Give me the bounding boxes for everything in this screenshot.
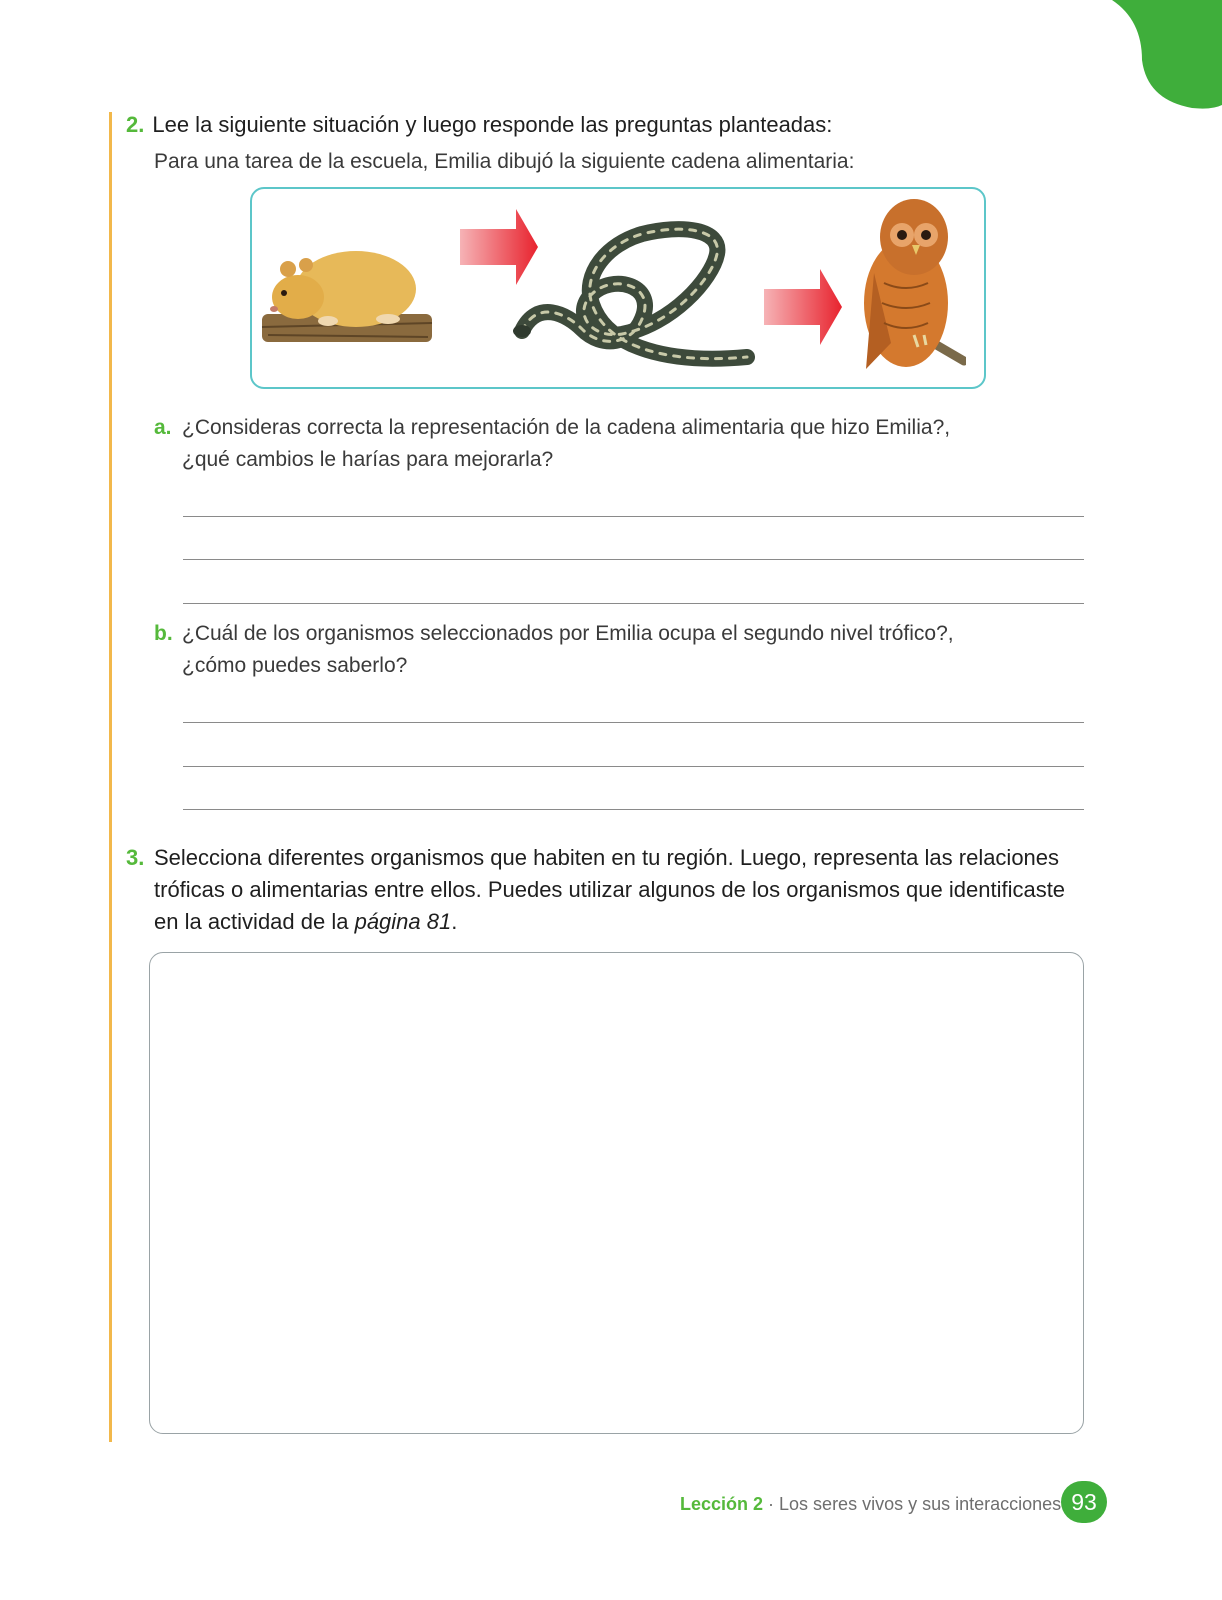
hamster-image [258,239,436,359]
margin-bar [109,112,112,1442]
question-2a: a. ¿Consideras correcta la representación de la cadena alimentaria que hizo Emilia?, ¿qué cambios le harías para mejorarla? [154,412,1084,476]
answer-line[interactable] [183,603,1084,604]
answer-line[interactable] [183,766,1084,767]
question-2-intro: Para una tarea de la escuela, Emilia dibujó la siguiente cadena alimentaria: [154,150,855,173]
question-3-number: 3. [126,845,145,870]
answer-line[interactable] [183,516,1084,517]
question-3-text: Selecciona diferentes organismos que habiten en tu región. Luego, representa las relaciones tróficas o alimentarias entre ellos. Puedes utilizar algunos de los organismos que identificaste en la actividad de la página 81. [154,845,1066,934]
answer-line[interactable] [183,559,1084,560]
question-2-number: 2. [126,112,145,137]
page-number: 93 [1061,1481,1107,1523]
corner-decoration [1082,0,1222,120]
drawing-area[interactable] [149,952,1084,1434]
question-2-title: 2. Lee la siguiente situación y luego responde las preguntas planteadas: [126,112,833,137]
answer-line[interactable] [183,722,1084,723]
footer-lesson: Lección 2 · Los seres vivos y sus interacciones [680,1494,1062,1514]
answer-line[interactable] [183,809,1084,810]
arrow-right-icon [764,269,844,349]
question-2b: b. ¿Cuál de los organismos seleccionados por Emilia ocupa el segundo nivel trófico?, ¿cómo puedes saberlo? [154,618,1084,682]
food-chain-illustration [250,187,986,389]
owl-image [856,193,966,379]
snake-image [512,219,762,384]
question-2b-letter: b. [154,622,173,645]
question-2a-letter: a. [154,416,172,439]
